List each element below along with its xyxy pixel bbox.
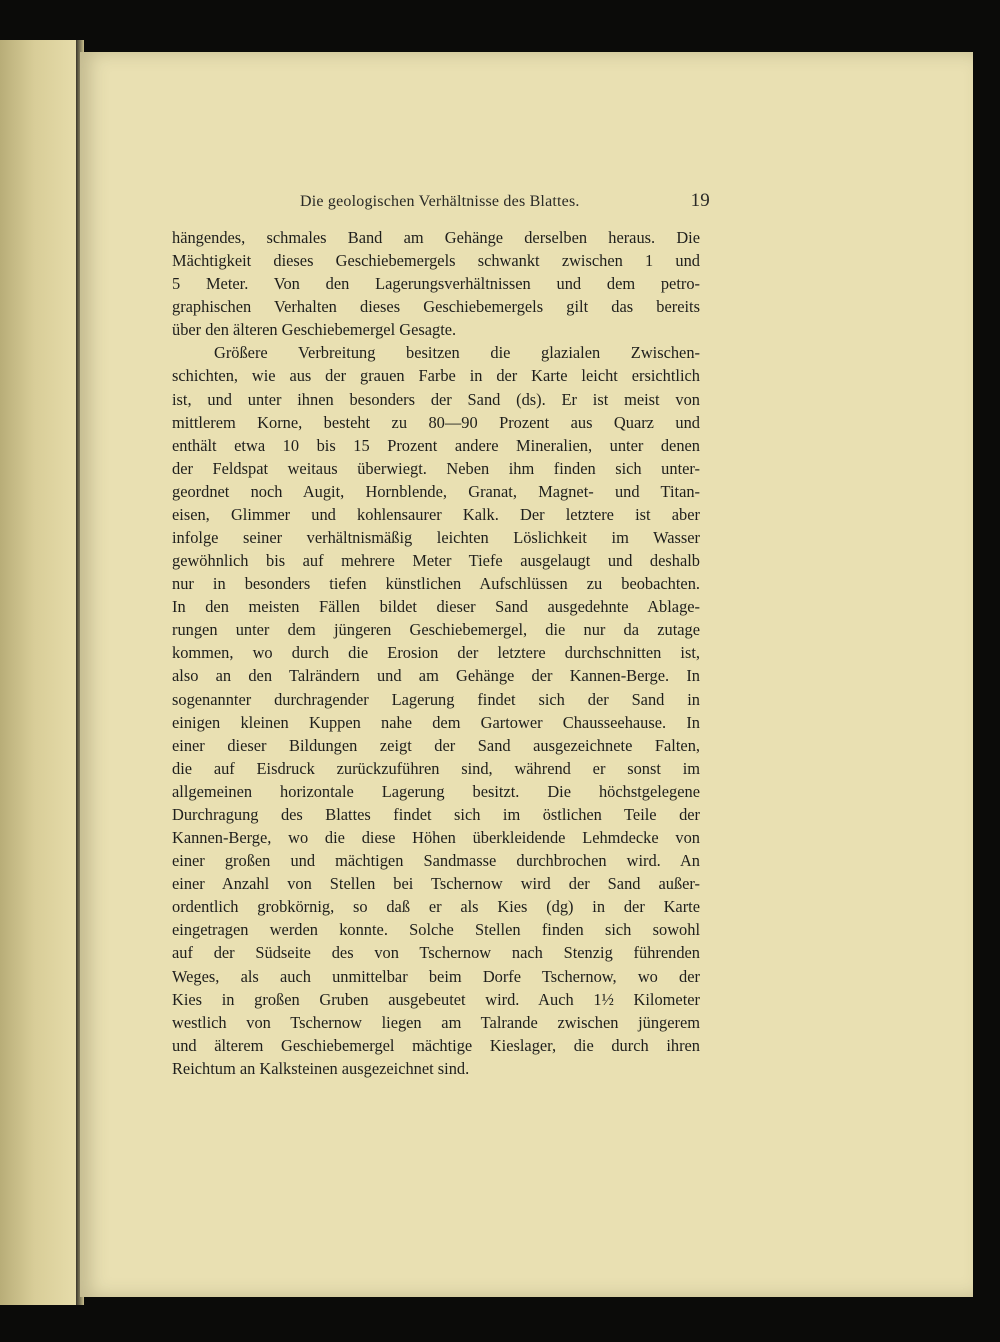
text-line: einer Anzahl von Stellen bei Tschernow wird der Sand außer- bbox=[172, 874, 700, 894]
text-line: kommen, wo durch die Erosion der letztere durchschnitten ist, bbox=[172, 643, 700, 663]
body-text bbox=[172, 226, 700, 1080]
text-line: ordentlich grobkörnig, so daß er als Kies (dg) in der Karte bbox=[172, 897, 700, 917]
text-line: rungen unter dem jüngeren Geschiebemergel, die nur da zutage bbox=[172, 620, 700, 640]
text-line: Kies in großen Gruben ausgebeutet wird. Auch 1½ Kilometer bbox=[172, 989, 700, 1009]
text-line: nur in besonders tiefen künstlichen Aufschlüssen zu beobachten. bbox=[172, 574, 700, 594]
text-line: also an den Talrändern und am Gehänge der Kannen-Berge. In bbox=[172, 666, 700, 686]
text-line: mittlerem Korne, besteht zu 80—90 Prozent aus Quarz und bbox=[172, 412, 700, 432]
text-line: ist, und unter ihnen besonders der Sand (ds). Er ist meist von bbox=[172, 389, 700, 409]
text-line: In den meisten Fällen bildet dieser Sand ausgedehnte Ablage- bbox=[172, 597, 700, 617]
page-number: 19 bbox=[690, 190, 710, 211]
text-line: westlich von Tschernow liegen am Talrande zwischen jüngerem bbox=[172, 1012, 700, 1032]
text-line: auf der Südseite des von Tschernow nach Stenzig führenden bbox=[172, 943, 700, 963]
text-line: Durchragung des Blattes findet sich im östlichen Teile der bbox=[172, 804, 700, 824]
text-line: hängendes, schmales Band am Gehänge derselben heraus. Die bbox=[172, 228, 700, 247]
text-line: der Feldspat weitaus überwiegt. Neben ihm finden sich unter- bbox=[172, 458, 700, 478]
running-title: Die geologischen Verhältnisse des Blattes. bbox=[300, 193, 580, 210]
text-line: enthält etwa 10 bis 15 Prozent andere Mineralien, unter denen bbox=[172, 435, 700, 455]
text-line: 5 Meter. Von den Lagerungsverhältnissen und dem petro- bbox=[172, 274, 700, 294]
text-line: über den älteren Geschiebemergel Gesagte. bbox=[172, 320, 457, 340]
text-line: eisen, Glimmer und kohlensaurer Kalk. Der letztere ist aber bbox=[172, 504, 700, 524]
text-line: Größere Verbreitung besitzen die glazialen Zwischen- bbox=[214, 343, 700, 363]
text-line: Weges, als auch unmittelbar beim Dorfe Tschernow, wo der bbox=[172, 966, 700, 986]
text-line: und älterem Geschiebemergel mächtige Kieslager, die durch ihren bbox=[172, 1035, 700, 1055]
text-line: Kannen-Berge, wo die diese Höhen überkleidende Lehmdecke von bbox=[172, 828, 700, 848]
text-line: Mächtigkeit dieses Geschiebemergels schwankt zwischen 1 und bbox=[172, 251, 700, 271]
text-line: sogenannter durchragender Lagerung findet sich der Sand in bbox=[172, 689, 700, 709]
text-line: einer großen und mächtigen Sandmasse durchbrochen wird. An bbox=[172, 851, 700, 871]
text-line: einigen kleinen Kuppen nahe dem Gartower Chausseehause. In bbox=[172, 712, 700, 732]
text-line: die auf Eisdruck zurückzuführen sind, während er sonst im bbox=[172, 758, 700, 778]
text-line: allgemeinen horizontale Lagerung besitzt. Die höchstgelegene bbox=[172, 781, 700, 801]
text-line: eingetragen werden konnte. Solche Stellen finden sich sowohl bbox=[172, 920, 700, 940]
facing-page-edge bbox=[0, 40, 76, 1305]
text-line: schichten, wie aus der grauen Farbe in der Karte leicht ersichtlich bbox=[172, 366, 700, 386]
text-line: Reichtum an Kalksteinen ausgezeichnet sind. bbox=[172, 1058, 470, 1078]
text-line: einer dieser Bildungen zeigt der Sand ausgezeichnete Falten, bbox=[172, 735, 700, 755]
text-line: gewöhnlich bis auf mehrere Meter Tiefe ausgelaugt und deshalb bbox=[172, 551, 700, 571]
text-line: geordnet noch Augit, Hornblende, Granat, Magnet- und Titan- bbox=[172, 481, 700, 501]
text-line: graphischen Verhalten dieses Geschiebemergels gilt das bereits bbox=[172, 297, 700, 317]
text-line: infolge seiner verhältnismäßig leichten Löslichkeit im Wasser bbox=[172, 528, 700, 548]
